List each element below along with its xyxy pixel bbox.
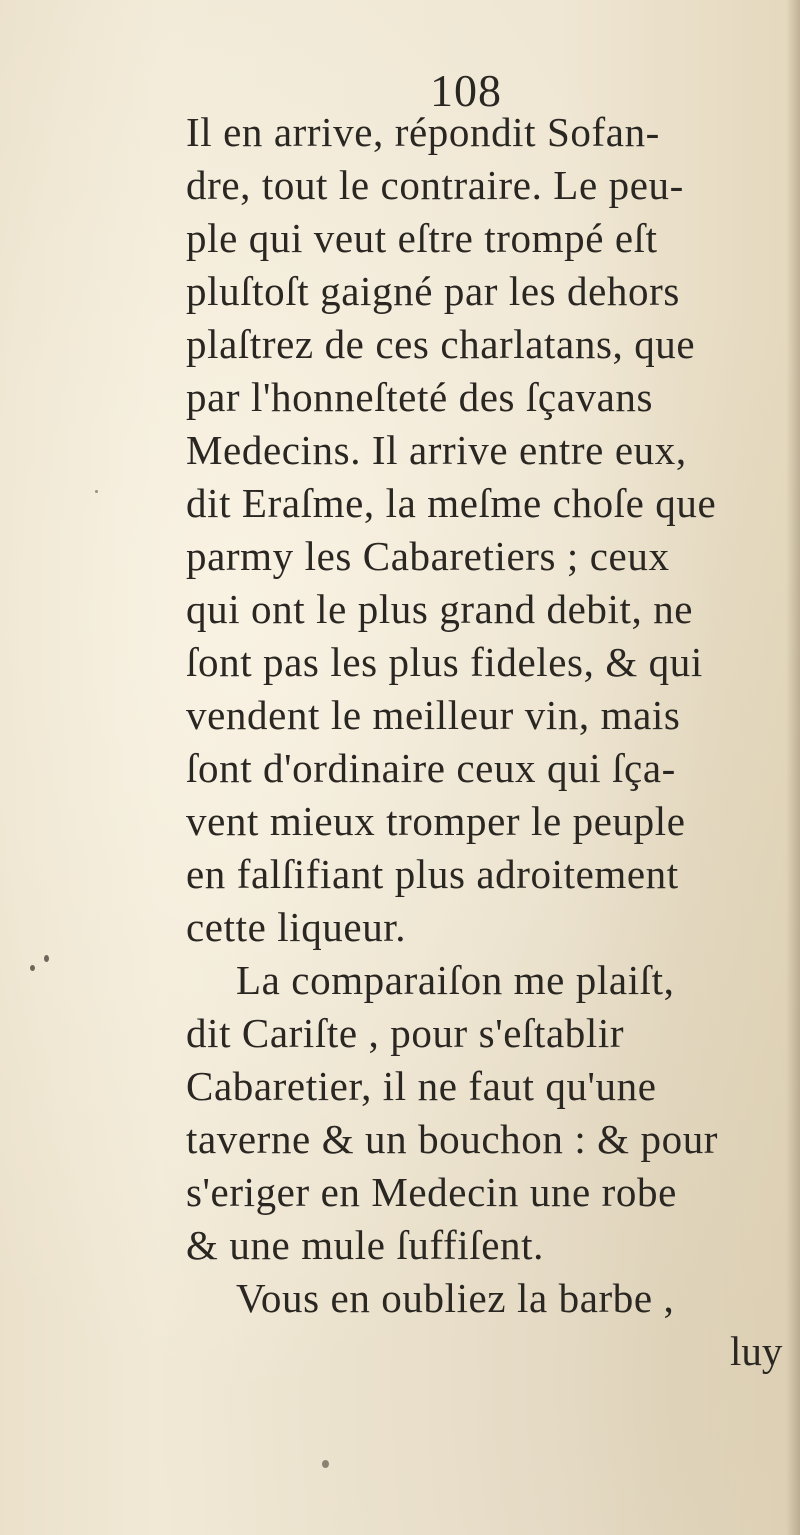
text-line: Medecins. Il arrive entre eux,: [186, 427, 687, 473]
text-line: par l'honneſteté des ſçavans: [186, 374, 654, 420]
text-line: parmy les Cabaretiers ; ceux: [186, 533, 670, 579]
text-line: vent mieux tromper le peuple: [186, 798, 686, 844]
text-line: dre, tout le contraire. Le peu-: [186, 162, 684, 208]
text-line: dit Cariſte , pour s'eſtablir: [186, 1010, 625, 1056]
text-line: dit Eraſme, la meſme choſe que: [186, 480, 717, 526]
text-line: ſont d'ordinaire ceux qui ſça-: [186, 745, 676, 791]
text-line: qui ont le plus grand debit, ne: [186, 586, 694, 632]
text-line: Cabaretier, il ne faut qu'une: [186, 1063, 657, 1109]
text-line: ple qui veut eſtre trompé eſt: [186, 215, 658, 261]
text-line: & une mule ſuffiſent.: [186, 1222, 544, 1268]
text-line: pluſtoſt gaigné par les dehors: [186, 268, 680, 314]
catchword: luy: [730, 1328, 783, 1374]
text-line: Il en arrive, répondit Sofan-: [186, 109, 660, 155]
page-number: 108: [430, 65, 502, 116]
ink-speck: [30, 965, 35, 971]
text-line: cette liqueur.: [186, 904, 407, 950]
text-line: ſont pas les plus fideles, & qui: [186, 639, 703, 685]
text-line: s'eriger en Medecin une robe: [186, 1169, 677, 1215]
ink-speck: [322, 1460, 329, 1468]
paragraph-start-line: La comparaiſon me plaiſt,: [236, 957, 675, 1003]
paragraph-start-line: Vous en oubliez la barbe ,: [236, 1275, 675, 1321]
ink-speck: [95, 490, 98, 493]
text-line: plaſtrez de ces charlatans, que: [186, 321, 696, 367]
text-line: en falſifiant plus adroitement: [186, 851, 679, 897]
text-line: taverne & un bouchon : & pour: [186, 1116, 719, 1162]
ink-speck: [44, 955, 49, 962]
page-edge-shadow: [786, 0, 800, 1535]
text-line: vendent le meilleur vin, mais: [186, 692, 681, 738]
